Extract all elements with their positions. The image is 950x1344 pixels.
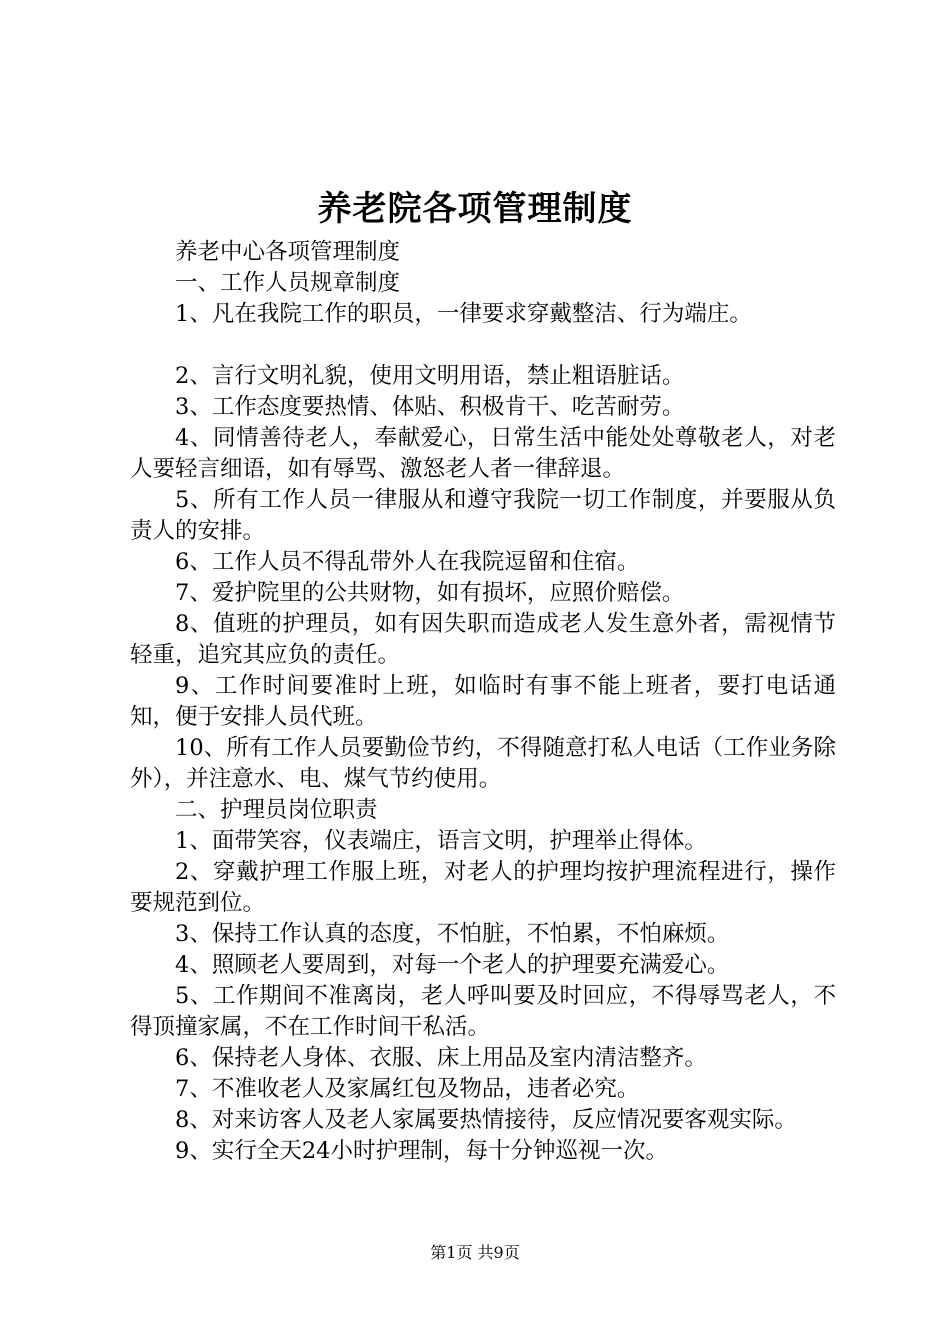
paragraph: 3、工作态度要热情、体贴、积极肯干、吃苦耐劳。 — [175, 394, 685, 420]
paragraph: 8、对来访客人及老人家属要热情接待，反应情况要客观实际。 — [175, 1107, 797, 1133]
paragraph: 4、同情善待老人，奉献爱心，日常生活中能处处尊敬老人，对老人要轻言细语，如有辱骂、激怒老人者一律辞退。 — [130, 425, 836, 482]
paragraph: 2、穿戴护理工作服上班，对老人的护理均按护理流程进行，操作要规范到位。 — [130, 859, 836, 916]
paragraph: 9、实行全天24小时护理制，每十分钟巡视一次。 — [175, 1138, 668, 1164]
paragraph: 6、工作人员不得乱带外人在我院逗留和住宿。 — [175, 549, 640, 575]
paragraph: 9、工作时间要准时上班，如临时有事不能上班者，要打电话通知，便于安排人员代班。 — [130, 673, 836, 730]
page-number: 第1页 共9页 — [430, 1243, 520, 1262]
section-heading: 一、工作人员规章制度 — [175, 270, 401, 296]
paragraph: 3、保持工作认真的态度，不怕脏，不怕累，不怕麻烦。 — [175, 921, 730, 947]
paragraph: 养老中心各项管理制度 — [175, 239, 401, 265]
paragraph: 1、凡在我院工作的职员，一律要求穿戴整洁、行为端庄。 — [175, 301, 752, 327]
paragraph: 10、所有工作人员要勤俭节约，不得随意打私人电话（工作业务除外），并注意水、电、煤气节约使用。 — [130, 735, 836, 792]
document-body — [130, 237, 836, 1167]
paragraph: 5、工作期间不准离岗，老人呼叫要及时回应，不得辱骂老人，不得顶撞家属，不在工作时间干私活。 — [130, 983, 836, 1040]
paragraph: 7、不准收老人及家属红包及物品，违者必究。 — [175, 1076, 640, 1102]
paragraph: 5、所有工作人员一律服从和遵守我院一切工作制度，并要服从负责人的安排。 — [130, 487, 836, 544]
paragraph: 4、照顾老人要周到，对每一个老人的护理要充满爱心。 — [175, 952, 730, 978]
paragraph: 8、值班的护理员，如有因失职而造成老人发生意外者，需视情节轻重，追究其应负的责任。 — [130, 611, 836, 668]
document-title: 养老院各项管理制度 — [317, 189, 633, 229]
paragraph: 6、保持老人身体、衣服、床上用品及室内清洁整齐。 — [175, 1045, 707, 1071]
paragraph: 1、面带笑容，仪表端庄，语言文明，护理举止得体。 — [175, 828, 707, 854]
paragraph: 7、爱护院里的公共财物，如有损坏，应照价赔偿。 — [175, 580, 685, 606]
section-heading: 二、护理员岗位职责 — [175, 797, 378, 823]
paragraph: 2、言行文明礼貌，使用文明用语，禁止粗语脏话。 — [175, 363, 685, 389]
